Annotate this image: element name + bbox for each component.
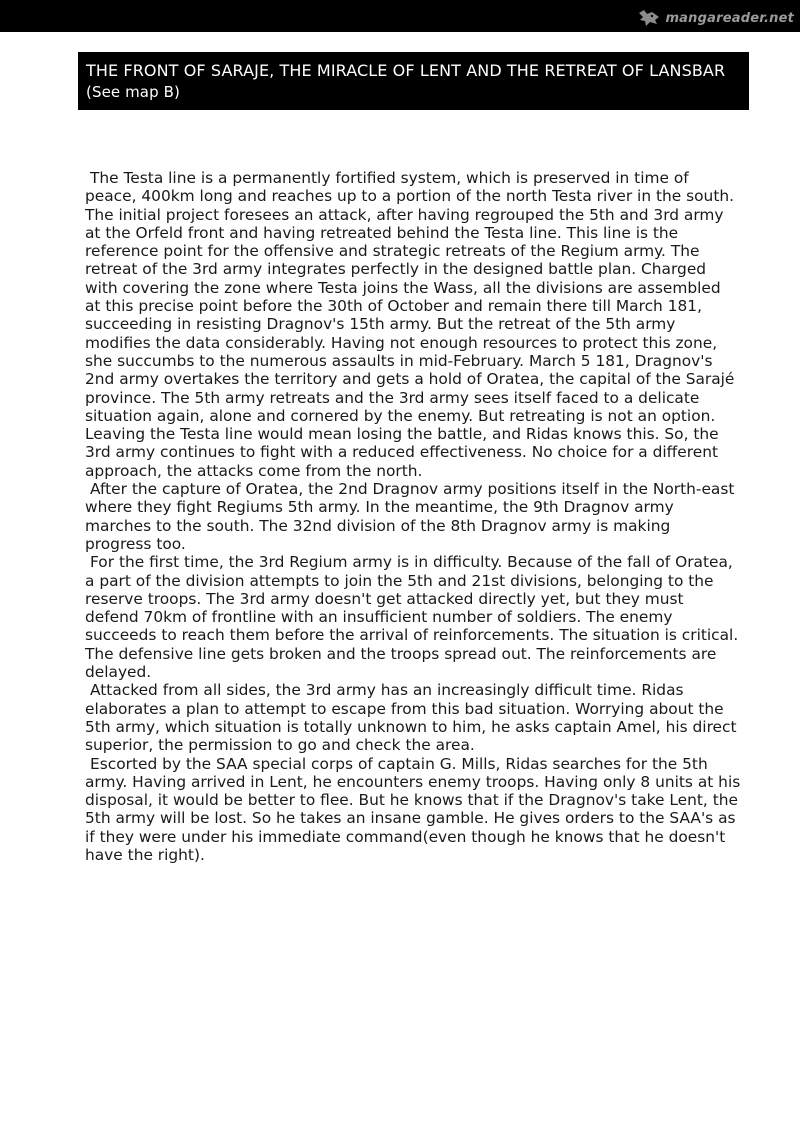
header-title: THE FRONT OF SARAJE, THE MIRACLE OF LENT AND THE RETREAT OF LANSBAR bbox=[86, 61, 726, 80]
watermark-text: mangareader.net bbox=[665, 10, 794, 26]
watermark bbox=[637, 8, 794, 28]
header-subtitle: (See map B) bbox=[86, 83, 180, 101]
paragraph: Attacked from all sides, the 3rd army has an increasingly difficult time. Ridas elaborates a plan to attempt to escape from this bad situation. Worrying about the 5th army, which situation is totally unknown to him, he asks captain Amel, his direct superior, the permission to go and check the area. bbox=[85, 681, 737, 755]
paragraph: Escorted by the SAA special corps of captain G. Mills, Ridas searches for the 5th army. Having arrived in Lent, he encounters enemy troops. Having only 8 units at his disposal, it would be better to flee. But he knows that if the Dragnov's take Lent, the 5th army will be lost. So he takes an insane gamble. He gives orders to the SAA's as if they were under his immediate command(even though he knows that he doesn't have the right). bbox=[85, 754, 741, 864]
chapter-header bbox=[78, 52, 749, 110]
top-black-bar bbox=[0, 0, 800, 32]
body-text bbox=[85, 169, 741, 864]
fox-logo-icon bbox=[637, 9, 661, 27]
paragraph: For the first time, the 3rd Regium army is in difficulty. Because of the fall of Oratea, a part of the division attempts to join the 5th and 21st divisions, belonging to the reserve troops. The 3rd army doesn't get attacked directly yet, but they must defend 70km of frontline with an insufficient number of soldiers. The enemy succeeds to reach them before the arrival of reinforcements. The situation is critical. The defensive line gets broken and the troops spread out. The reinforcements are delayed. bbox=[85, 553, 739, 682]
paragraph: After the capture of Oratea, the 2nd Dragnov army positions itself in the North-east where they fight Regiums 5th army. In the meantime, the 9th Dragnov army marches to the south. The 32nd division of the 8th Dragnov army is making progress too. bbox=[85, 480, 735, 553]
paragraph: The Testa line is a permanently fortified system, which is preserved in time of peace, 400km long and reaches up to a portion of the north Testa river in the south. The initial project foresees an attack, after having regrouped the 5th and 3rd army at the Orfeld front and having retreated behind the Testa line. This line is the reference point for the offensive and strategic retreats of the Regium army. The retreat of the 3rd army integrates perfectly in the designed battle plan. Charged with covering the zone where Testa joins the Wass, all the divisions are assembled at this precise point before the 30th of October and remain there till March 181, succeeding in resisting Dragnov's 15th army. But the retreat of the 5th army modifies the data considerably. Having not enough resources to protect this zone, she succumbs to the numerous assaults in mid-February. March 5 181, Dragnov's 2nd army overtakes the territory and gets a hold of Oratea, the capital of the Sarajé province. The 5th army retreats and the 3rd army sees itself faced to a delicate situation again, alone and cornered by the enemy. But retreating is not an option. Leaving the Testa line would mean losing the battle, and Ridas knows this. So, the 3rd army continues to fight with a reduced effectiveness. No choice for a different approach, the attacks come from the north. bbox=[85, 169, 735, 480]
